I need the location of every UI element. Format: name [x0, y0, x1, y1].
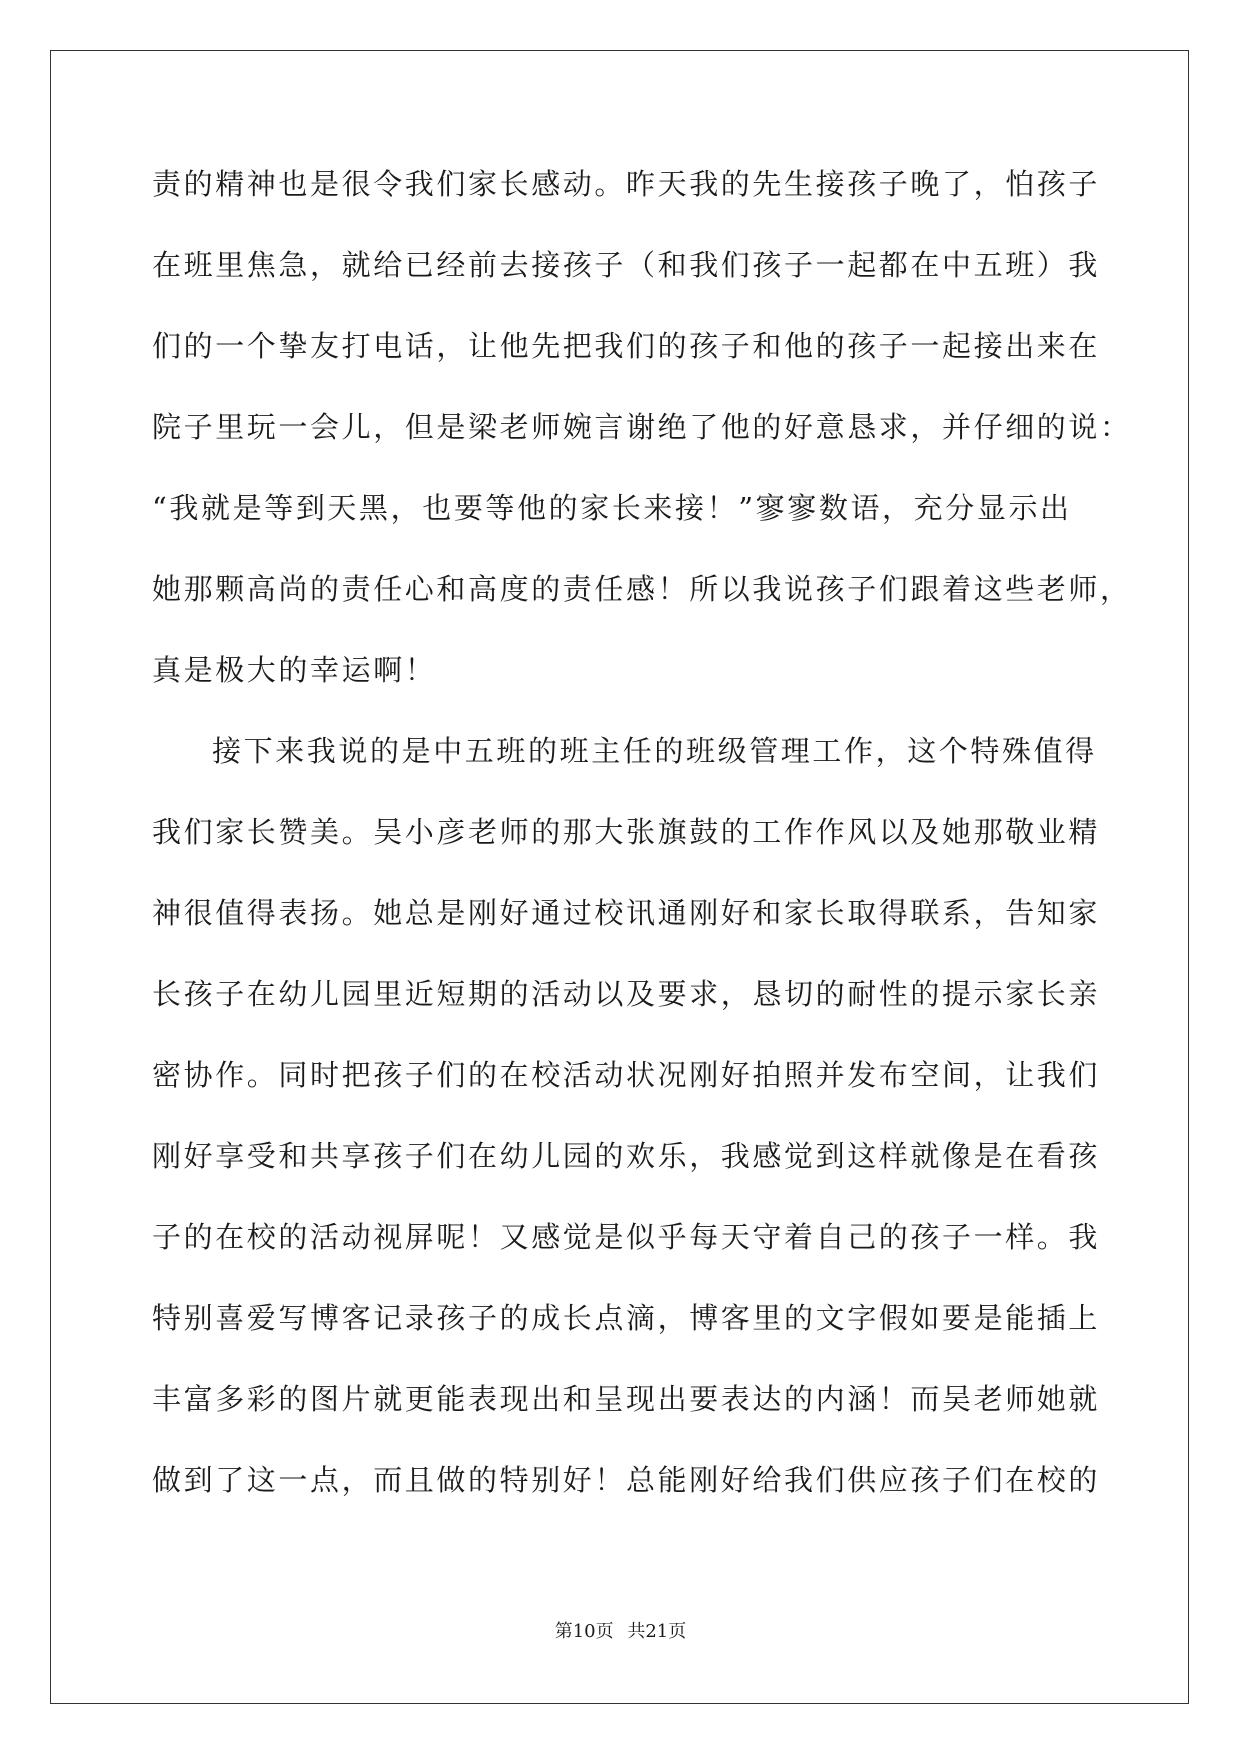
- text-line: 神很值得表扬。她总是刚好通过校讯通刚好和家长取得联系，告知家: [152, 896, 1101, 930]
- text-line: 在班里焦急，就给已经前去接孩子（和我们孩子一起都在中五班）我: [152, 248, 1101, 282]
- page-footer: [0, 1620, 1241, 1644]
- page-total: 共21页: [627, 1621, 687, 1642]
- text-line: 做到了这一点，而且做的特别好！总能刚好给我们供应孩子们在校的: [152, 1463, 1101, 1497]
- paragraph-first-line: 接下来我说的是中五班的班主任的班级管理工作，这个特殊值得: [212, 734, 1097, 768]
- text-line: 特别喜爱写博客记录孩子的成长点滴，博客里的文字假如要是能插上: [152, 1301, 1101, 1335]
- text-line: 院子里玩一会儿，但是梁老师婉言谢绝了他的好意恳求，并仔细的说：: [152, 410, 1132, 444]
- text-line: “我就是等到天黑，也要等他的家长来接！”寥寥数语，充分显示出: [152, 491, 1072, 525]
- text-line: 我们家长赞美。吴小彦老师的那大张旗鼓的工作作风以及她那敬业精: [152, 815, 1101, 849]
- text-line: 密协作。同时把孩子们的在校活动状况刚好拍照并发布空间，让我们: [152, 1058, 1101, 1092]
- text-line: 子的在校的活动视屏呢！又感觉是似乎每天守着自己的孩子一样。我: [152, 1220, 1101, 1254]
- text-line: 真是极大的幸运啊！: [152, 653, 437, 687]
- text-line: 她那颗高尚的责任心和高度的责任感！所以我说孩子们跟着这些老师，: [152, 572, 1132, 606]
- page-number: 第10页: [554, 1621, 614, 1642]
- text-line: 丰富多彩的图片就更能表现出和呈现出要表达的内涵！而吴老师她就: [152, 1382, 1101, 1416]
- text-line: 刚好享受和共享孩子们在幼儿园的欢乐，我感觉到这样就像是在看孩: [152, 1139, 1101, 1173]
- text-line: 责的精神也是很令我们家长感动。昨天我的先生接孩子晚了，怕孩子: [152, 167, 1101, 201]
- text-line: 们的一个挚友打电话，让他先把我们的孩子和他的孩子一起接出来在: [152, 329, 1101, 363]
- document-body: [152, 158, 1132, 1535]
- text-line: 长孩子在幼儿园里近短期的活动以及要求，恳切的耐性的提示家长亲: [152, 977, 1101, 1011]
